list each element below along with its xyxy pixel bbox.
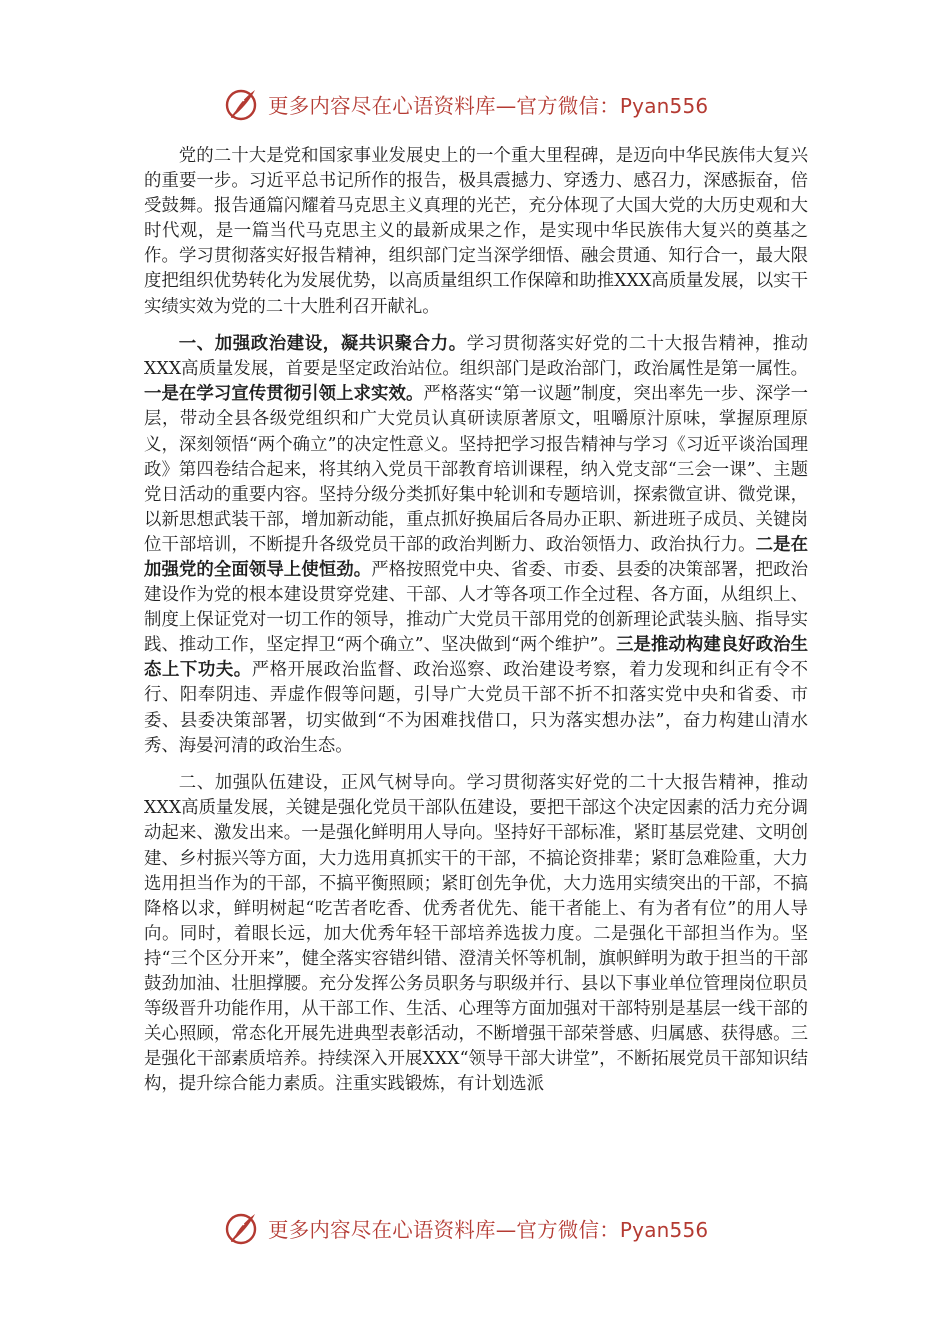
subsection-heading: 一是在学习宣传贯彻引领上求实效。 [144, 384, 424, 405]
watermark-text [268, 89, 708, 119]
paragraph-text: 严格落实“第一议题”制度，突出率先一步、深学一层，带动全县各级党组织和广大党员认真研读原著原文，咀嚼原汁原味，掌握原理原义，深刻领悟“两个确立”的决定性意义。坚持把学习报告精神与学习《习近平谈治国理政》第四卷结合起来，将其纳入党员干部教育培训课程，纳入党支部“三会一课”、主题党日活动的重要内容。坚持分级分类抓好集中轮训和专题培训，探索微宣讲、微党课，以新思想武装干部，增加新动能，重点抓好换届后各局办正职、新进班子成员、关键岗位干部培训，不断提升各级党员干部的政治判断力、政治领悟力、政治执行力。 [144, 384, 808, 555]
paragraph-section-2 [144, 771, 808, 1097]
section-heading: 一、加强政治建设，凝共识聚合力。 [178, 334, 467, 355]
paragraph-text: 二、加强队伍建设，正风气树导向。学习贯彻落实好党的二十大报告精神，推动XXX高质量发展，关键是强化党员干部队伍建设，要把干部这个决定因素的活力充分调动起来、激发出来。一是强化鲜明用人导向。坚持好干部标准，紧盯基层党建、文明创建、乡村振兴等方面，大力选用真抓实干的干部，不搞论资排辈；紧盯急难险重，大力选用担当作为的干部，不搞平衡照顾；紧盯创先争优，大力选用实绩突出的干部，不搞降格以求，鲜明树起“吃苦者吃香、优秀者优先、能干者能上、有为者有位”的用人导向。同时，着眼长远，加大优秀年轻干部培养选拔力度。二是强化干部担当作为。坚持“三个区分开来”，健全落实容错纠错、澄清关怀等机制，旗帜鲜明为敢于担当的干部鼓劲加油、壮胆撑腰。充分发挥公务员职务与职级并行、县以下事业单位管理岗位职员等级晋升功能作用，从干部工作、生活、心理等方面加强对干部特别是基层一线干部的关心照顾，常态化开展先进典型表彰活动，不断增强干部荣誉感、归属感、获得感。三是强化干部素质培养。持续深入开展XXX“领导干部大讲堂”，不断拓展党员干部知识结构，提升综合能力素质。注重实践锻炼，有计划选派 [144, 773, 808, 1095]
paragraph-section-1 [144, 332, 808, 759]
watermark-text [268, 1213, 708, 1243]
document-body [144, 144, 808, 1110]
watermark-handle: Pyan556 [619, 1218, 709, 1242]
subsection-heading: 三是推动构建良好政治生态上下功夫。 [144, 635, 808, 681]
pen-quill-logo-icon [222, 1208, 262, 1248]
paragraph-intro [144, 144, 808, 320]
watermark-slogan: 更多内容尽在心语资料库—官方微信： [268, 1218, 620, 1242]
watermark-slogan: 更多内容尽在心语资料库—官方微信： [268, 94, 620, 118]
watermark-banner-bottom [222, 1208, 742, 1248]
paragraph-text: 党的二十大是党和国家事业发展史上的一个重大里程碑，是迈向中华民族伟大复兴的重要一步。习近平总书记所作的报告，极具震撼力、穿透力、感召力，深感振奋，倍受鼓舞。报告通篇闪耀着马克思主义真理的光芒，充分体现了大国大党的大历史观和大时代观，是一篇当代马克思主义的最新成果之作，是实现中华民族伟大复兴的奠基之作。学习贯彻落实好报告精神，组织部门定当深学细悟、融会贯通、知行合一，最大限度把组织优势转化为发展优势，以高质量组织工作保障和助推XXX高质量发展，以实干实绩实效为党的二十大胜利召开献礼。 [144, 146, 808, 317]
subsection-heading: 二是在加强党的全面领导上使恒劲。 [144, 534, 808, 580]
pen-quill-logo-icon [222, 84, 262, 124]
paragraph-text: 学习贯彻落实好党的二十大报告精神，推动XXX高质量发展，首要是坚定政治站位。组织部门是政治部门，政治属性是第一属性。 [144, 334, 808, 380]
paragraph-text: 严格按照党中央、省委、市委、县委的决策部署，把政治建设作为党的根本建设贯穿党建、干部、人才等各项工作全过程、各方面，从组织上、制度上保证党对一切工作的领导，推动广大党员干部用党的创新理论武装头脑、指导实践、推动工作，坚定捍卫“两个确立”、坚决做到“两个维护”。 [144, 560, 808, 656]
watermark-banner-top [222, 84, 742, 124]
watermark-handle: Pyan556 [619, 94, 709, 118]
paragraph-text: 严格开展政治监督、政治巡察、政治建设考察，着力发现和纠正有令不行、阳奉阴违、弄虚作假等问题，引导广大党员干部不折不扣落实党中央和省委、市委、县委决策部署，切实做到“不为困难找借口，只为落实想办法”，奋力构建山清水秀、海晏河清的政治生态。 [144, 660, 808, 756]
